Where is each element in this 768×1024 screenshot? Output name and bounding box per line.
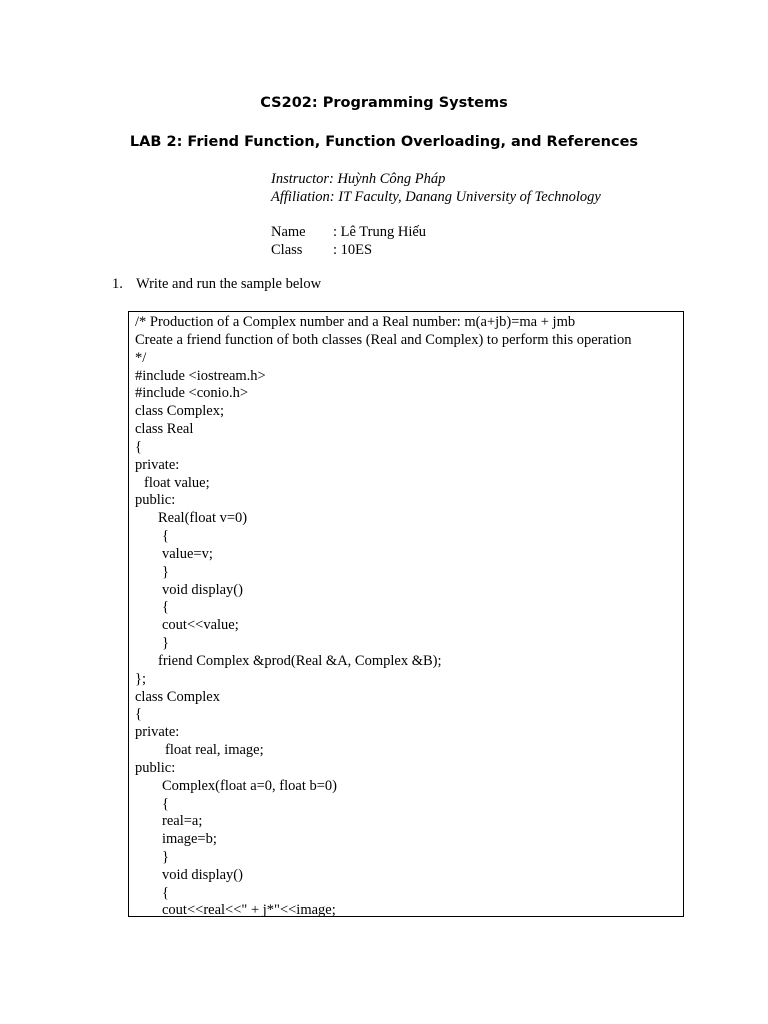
name-value: : Lê Trung Hiếu <box>333 224 427 240</box>
code-line: #include <iostream.h> <box>135 368 266 384</box>
code-line: private: <box>135 724 180 740</box>
code-line: { <box>135 706 142 722</box>
code-line: { <box>162 599 169 615</box>
code-line: } <box>162 564 169 580</box>
code-line: }; <box>135 671 146 687</box>
code-line: } <box>162 849 169 865</box>
code-line: { <box>162 885 169 901</box>
code-line: class Complex <box>135 689 220 705</box>
code-line: Complex(float a=0, float b=0) <box>162 778 338 794</box>
name-line <box>271 223 426 241</box>
code-line: } <box>162 635 169 651</box>
instructor-line <box>271 170 445 188</box>
code-line: #include <conio.h> <box>135 385 248 401</box>
question-number: 1. <box>112 276 123 292</box>
code-line: image=b; <box>162 831 217 847</box>
name-label: Name <box>271 224 306 240</box>
code-line: { <box>162 528 169 544</box>
code-line: { <box>135 439 142 455</box>
code-line: /* Production of a Complex number and a Real number: m(a+jb)=ma + jmb <box>135 314 576 330</box>
code-line: Real(float v=0) <box>158 510 248 526</box>
class-label: Class <box>271 242 303 258</box>
code-line: value=v; <box>162 546 213 562</box>
code-line: public: <box>135 760 176 776</box>
code-line: private: <box>135 457 180 473</box>
code-line: class Real <box>135 421 194 437</box>
code-line: cout<<real<<" + j*"<<image; <box>162 902 336 917</box>
instructor-text: Instructor: Huỳnh Công Pháp <box>271 171 446 187</box>
question-text: Write and run the sample below <box>136 276 322 292</box>
class-value: : 10ES <box>333 242 373 258</box>
code-line: class Complex; <box>135 403 225 419</box>
code-line: float value; <box>144 475 210 491</box>
code-line: cout<<value; <box>162 617 239 633</box>
code-line: float real, image; <box>165 742 264 758</box>
course-title: CS202: Programming Systems <box>260 95 508 111</box>
code-box <box>128 311 684 917</box>
code-line: { <box>162 796 169 812</box>
code-line: */ <box>135 350 147 366</box>
code-line: public: <box>135 492 176 508</box>
class-line <box>271 241 372 259</box>
affiliation-line <box>271 188 601 206</box>
code-line: void display() <box>162 582 243 598</box>
affiliation-text: Affiliation: IT Faculty, Danang University of Technology <box>271 189 601 205</box>
code-line: friend Complex &prod(Real &A, Complex &B); <box>158 653 442 669</box>
code-line: real=a; <box>162 813 203 829</box>
question-1 <box>112 276 321 293</box>
code-line: Create a friend function of both classes (Real and Complex) to perform this operation <box>135 332 632 348</box>
code-line: void display() <box>162 867 243 883</box>
lab-title: LAB 2: Friend Function, Function Overloading, and References <box>129 134 639 150</box>
